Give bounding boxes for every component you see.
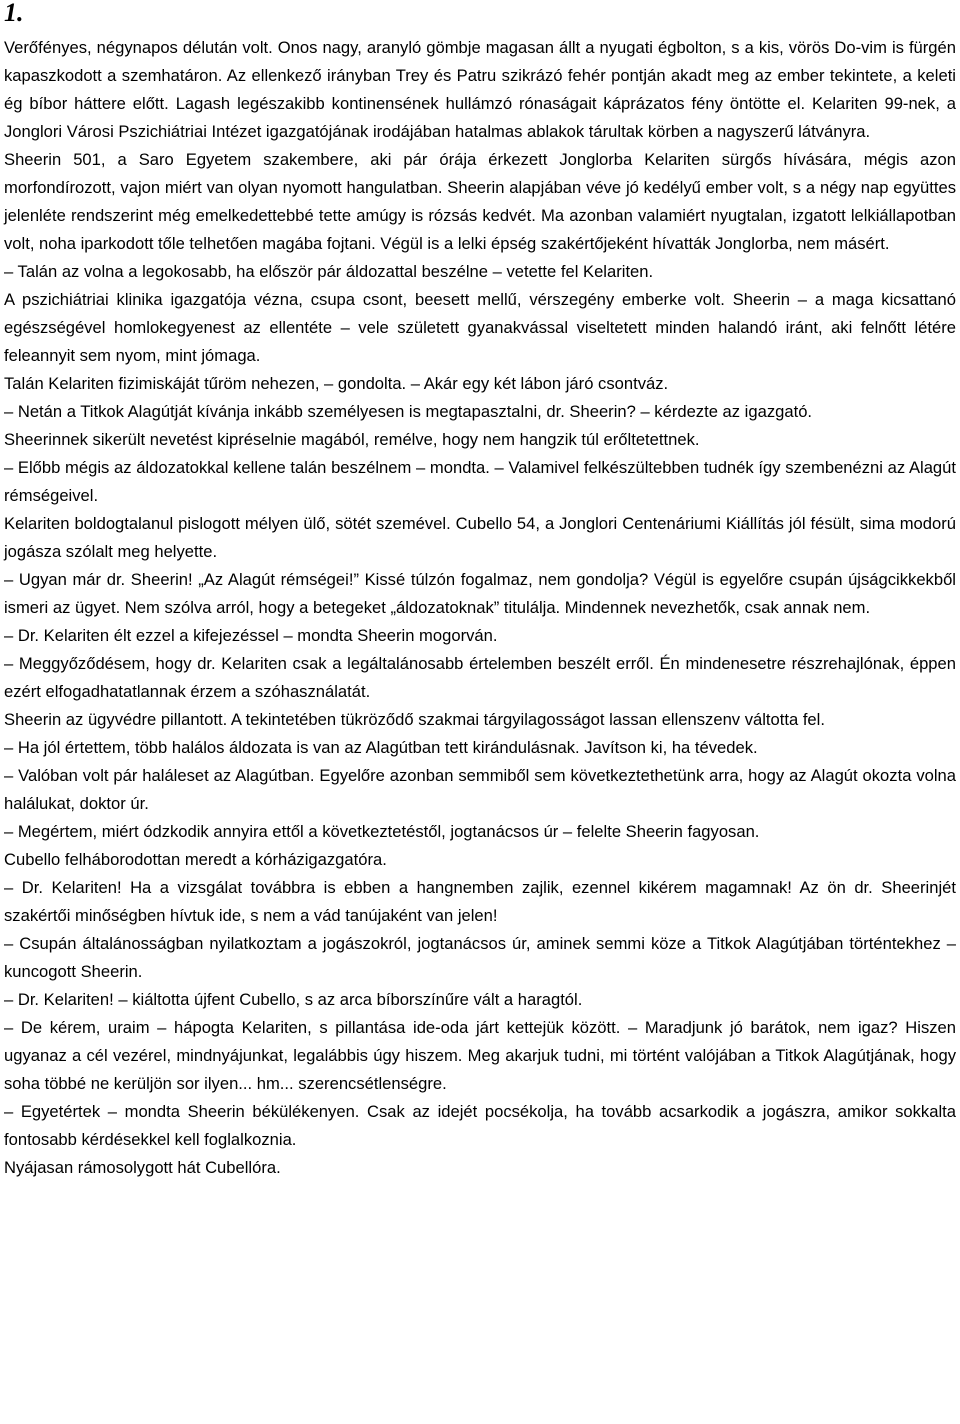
paragraph: Sheerinnek sikerült nevetést kipréselnie magából, remélve, hogy nem hangzik túl erőltetettnek. [4,430,700,449]
document-page [4,0,956,1182]
paragraph: – Ha jól értettem, több halálos áldozata is van az Alagútban tett kirándulásnak. Javítson ki, ha tévedek. [4,738,758,757]
paragraph: Kelariten boldogtalanul pislogott mélyen ülő, sötét szemével. Cubello 54, a Jonglori Centenáriumi Kiállítás jól fésült, sima modorú jogásza szólalt meg helyette. [4,514,956,561]
paragraph: Sheerin 501, a Saro Egyetem szakembere, aki pár órája érkezett Jonglorba Kelariten sürgős hívására, mégis azon morfondírozott, vajon miért van olyan nyomott hangulatban. Sheerin alapjában véve jó kedélyű ember volt, s a négy nap együttes jelenléte rendszerint még emelkedettebbé tette amúgy is rózsás kedvét. Ma azonban valamiért nyugtalan, izgatott lelkiállapotban volt, noha iparkodott tőle telhetően magába fojtani. Végül is a lelki épség szakértőjeként hívatták Jonglorba, nem másért. [4,150,956,253]
paragraph: Talán Kelariten fizimiskáját tűröm nehezen, – gondolta. – Akár egy két lábon járó csontváz. [4,374,669,393]
chapter-text [4,34,956,1182]
paragraph: – Dr. Kelariten! – kiáltotta újfent Cubello, s az arca bíborszínűre vált a haragtól. [4,990,583,1009]
paragraph: – Egyetértek – mondta Sheerin békülékenyen. Csak az idejét pocsékolja, ha tovább acsarkodik a jogászra, amikor sokkalta fontosabb kérdésekkel kell foglalkoznia. [4,1102,956,1149]
paragraph: – Megértem, miért ódzkodik annyira ettől a következtetéstől, jogtanácsos úr – felelte Sheerin fagyosan. [4,822,760,841]
paragraph: – Előbb mégis az áldozatokkal kellene talán beszélnem – mondta. – Valamivel felkészültebben tudnék így szembenézni az Alagút rémségeivel. [4,458,956,505]
paragraph: Sheerin az ügyvédre pillantott. A tekintetében tükröződő szakmai tárgyilagosságot lassan ellenszenv váltotta fel. [4,710,825,729]
paragraph: – Valóban volt pár haláleset az Alagútban. Egyelőre azonban semmiből sem következtethetünk arra, hogy az Alagút okozta volna halálukat, doktor úr. [4,766,956,813]
paragraph: – Dr. Kelariten élt ezzel a kifejezéssel – mondta Sheerin mogorván. [4,626,498,645]
paragraph: – Meggyőződésem, hogy dr. Kelariten csak a legáltalánosabb értelemben beszélt erről. Én mindenesetre részrehajlónak, éppen ezért elfogadhatatlannak érzem a szóhasználatát. [4,654,956,701]
paragraph: – Csupán általánosságban nyilatkoztam a jogászokról, jogtanácsos úr, aminek semmi köze a Titkok Alagútjában történtekhez – kuncogott Sheerin. [4,934,956,981]
paragraph: Cubello felháborodottan meredt a kórházigazgatóra. [4,850,387,869]
paragraph: – Netán a Titkok Alagútját kívánja inkább személyesen is megtapasztalni, dr. Sheerin? – kérdezte az igazgató. [4,402,813,421]
paragraph: – Dr. Kelariten! Ha a vizsgálat továbbra is ebben a hangnemben zajlik, ezennel kikérem magamnak! Az ön dr. Sheerinjét szakértői minőségben hívtuk ide, s nem a vád tanújaként van jelen! [4,878,956,925]
paragraph: Verőfényes, négynapos délután volt. Onos nagy, aranyló gömbje magasan állt a nyugati égbolton, s a kis, vörös Do-vim is fürgén kapaszkodott a szemhatáron. Az ellenkező irányban Trey és Patru szikrázó fehér pontján akadt meg az ember tekintete, a keleti ég bíbor háttere előtt. Lagash legészakibb kontinensének hullámzó rónaságait káprázatos fény öntötte el. Kelariten 99-nek, a Jonglori Városi Pszichiátriai Intézet igazgatójának irodájában hatalmas ablakok tárultak körben a nagyszerű látványra. [4,38,956,141]
paragraph: – Ugyan már dr. Sheerin! „Az Alagút rémségei!” Kissé túlzón fogalmaz, nem gondolja? Végül is egyelőre csupán újságcikkekből ismeri az ügyet. Nem szólva arról, hogy a betegeket „áldozatoknak” titulálja. Mindennek nevezhetők, csak annak nem. [4,570,956,617]
paragraph: Nyájasan rámosolygott hát Cubellóra. [4,1158,281,1177]
paragraph: A pszichiátriai klinika igazgatója vézna, csupa csont, beesett mellű, vérszegény emberke volt. Sheerin – a maga kicsattanó egészségével homlokegyenest az ellentéte – vele született gyanakvással viseltetett minden halandó iránt, aki felnőtt létére feleannyit sem nyom, mint jómaga. [4,290,956,365]
chapter-number: 1. [4,0,24,27]
paragraph: – De kérem, uraim – hápogta Kelariten, s pillantása ide-oda járt kettejük között. – Maradjunk jó barátok, nem igaz? Hiszen ugyanaz a cél vezérel, mindnyájunkat, legalábbis úgy hiszem. Meg akarjuk tudni, mi történt valójában a Titkok Alagútjának, hogy soha többé ne kerüljön sor ilyen... hm... szerencsétlenségre. [4,1018,956,1093]
paragraph: – Talán az volna a legokosabb, ha először pár áldozattal beszélne – vetette fel Kelariten. [4,262,654,281]
